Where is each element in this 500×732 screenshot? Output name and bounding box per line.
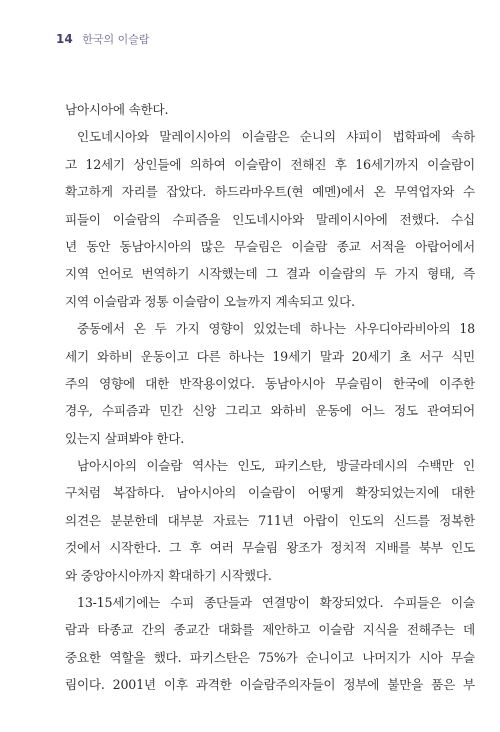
text-line: 주의 영향에 대한 반작용이었다. 동남아시아 무슬림이 한국에 이주한 bbox=[65, 375, 475, 391]
text-line: 피들이 이슬람의 수피즘을 인도네시아와 말레이시아에 전했다. 수십 bbox=[65, 211, 475, 227]
text-line: 고 12세기 상인들에 의하여 이슬람이 전해진 후 16세기까지 이슬람이 bbox=[65, 156, 475, 172]
body-text bbox=[65, 96, 475, 699]
text-line: 남아시아에 속한다. bbox=[65, 102, 169, 117]
text-line: 중요한 역할을 했다. 파키스탄은 75%가 순니이고 나머지가 시아 무슬 bbox=[65, 649, 475, 665]
text-line: 구처럼 복잡하다. 남아시아의 이슬람이 어떻게 확장되었는지에 대한 bbox=[65, 485, 475, 501]
text-line: 인도네시아와 말레이시아의 이슬람은 순니의 샤피이 법학파에 속하 bbox=[77, 129, 475, 145]
text-line: 있는지 살펴봐야 한다. bbox=[65, 430, 185, 446]
text-line: 13-15세기에는 수피 종단들과 연결망이 확장되었다. 수피들은 이슬 bbox=[77, 595, 475, 611]
text-line: 와 중앙아시아까지 확대하기 시작했다. bbox=[65, 567, 272, 583]
running-head bbox=[56, 31, 149, 47]
text-line: 남아시아의 이슬람 역사는 인도, 파키스탄, 방글라데시의 수백만 인 bbox=[77, 458, 475, 474]
text-line: 것에서 시작한다. 그 후 여러 무슬림 왕조가 정치적 지배를 북부 인도 bbox=[65, 540, 475, 556]
text-line: 지역 이슬람과 정통 이슬람이 오늘까지 계속되고 있다. bbox=[65, 293, 355, 309]
text-line: 경우, 수피즘과 민간 신앙 그리고 와하비 운동에 어느 정도 관여되어 bbox=[65, 403, 475, 419]
book-title: 한국의 이슬람 bbox=[82, 33, 150, 46]
text-line: 의견은 분분한데 대부분 자료는 711년 아랍이 인도의 신드를 정복한 bbox=[65, 512, 475, 528]
text-line: 확고하게 자리를 잡았다. 하드라마우트(현 예멘)에서 온 무역업자와 수 bbox=[65, 184, 475, 200]
text-line: 지역 언어로 번역하기 시작했는데 그 결과 이슬람의 두 가지 형태, 즉 bbox=[65, 266, 475, 282]
text-line: 년 동안 동남아시아의 많은 무슬림은 이슬람 종교 서적을 아랍어에서 bbox=[65, 238, 475, 254]
text-line: 세기 와하비 운동이고 다른 하나는 19세기 말과 20세기 초 서구 식민 bbox=[65, 348, 475, 364]
page-number: 14 bbox=[56, 32, 73, 46]
text-line: 중동에서 온 두 가지 영향이 있었는데 하나는 사우디아라비아의 18 bbox=[77, 321, 475, 337]
text-line: 림이다. 2001년 이후 과격한 이슬람주의자들이 정부에 불만을 품은 부 bbox=[65, 677, 475, 693]
text-line: 람과 타종교 간의 종교간 대화를 제안하고 이슬람 지식을 전해주는 데 bbox=[65, 622, 475, 638]
